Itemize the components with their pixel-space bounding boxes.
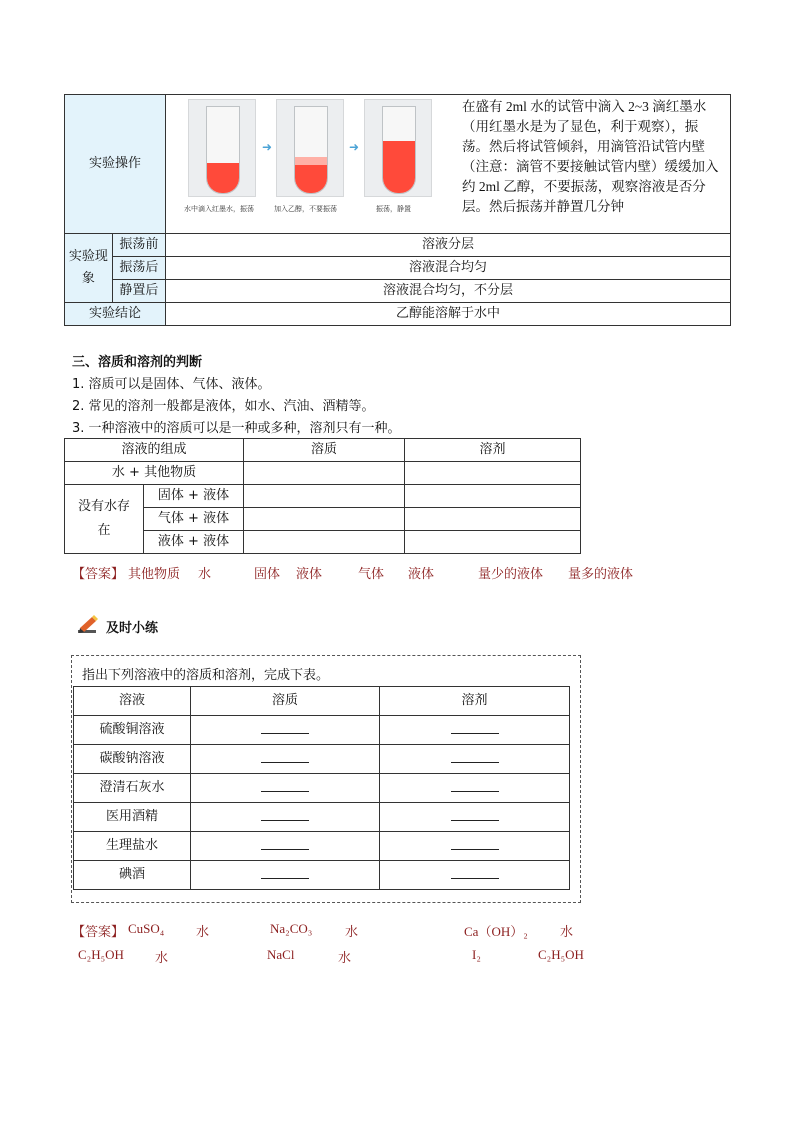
phenomenon-result: 溶液混合均匀 bbox=[166, 257, 731, 280]
answer-item: I₂ bbox=[472, 947, 481, 962]
solution-name: 硫酸铜溶液 bbox=[74, 716, 191, 745]
operation-label: 实验操作 bbox=[65, 95, 166, 234]
point-2: 2. 常见的溶剂一般都是液体，如水、汽油、酒精等。 bbox=[72, 399, 375, 414]
answer-item: 固体 bbox=[254, 567, 281, 582]
phenomenon-stage: 振荡前 bbox=[112, 234, 165, 257]
header-composition: 溶液的组成 bbox=[65, 439, 244, 462]
phenomenon-result: 溶液混合均匀，不分层 bbox=[166, 280, 731, 303]
solute-blank[interactable] bbox=[191, 745, 380, 774]
solution-name: 生理盐水 bbox=[74, 832, 191, 861]
answer-item: Ca（OH）₂ bbox=[464, 924, 528, 939]
answer-item: NaCl bbox=[267, 947, 295, 962]
tube-image-2 bbox=[276, 99, 344, 197]
answer-item: 水 bbox=[560, 924, 574, 939]
solution-name: 医用酒精 bbox=[74, 803, 191, 832]
solvent-blank[interactable] bbox=[380, 803, 570, 832]
point-1: 1. 溶质可以是固体、气体、液体。 bbox=[72, 377, 271, 392]
pencil-icon bbox=[76, 614, 100, 636]
answer-item: C₂H₅OH bbox=[78, 947, 124, 962]
header-solute: 溶质 bbox=[244, 439, 405, 462]
empty-cell[interactable] bbox=[405, 462, 581, 485]
image-caption-1: 水中滴入红墨水，振荡 bbox=[184, 205, 254, 213]
answer-line-1 bbox=[72, 563, 672, 582]
no-water-label: 没有水存在 bbox=[65, 485, 144, 554]
solute-blank[interactable] bbox=[191, 803, 380, 832]
answer-item: 液体 bbox=[408, 567, 435, 582]
answer-item: 量少的液体 bbox=[478, 567, 544, 582]
solute-blank[interactable] bbox=[191, 716, 380, 745]
solution-name: 碳酸钠溶液 bbox=[74, 745, 191, 774]
practice-table bbox=[73, 686, 570, 890]
phenomenon-result: 溶液分层 bbox=[166, 234, 731, 257]
solute-blank[interactable] bbox=[191, 861, 380, 890]
answer-item: 气体 bbox=[358, 567, 385, 582]
solvent-blank[interactable] bbox=[380, 745, 570, 774]
solute-blank[interactable] bbox=[191, 832, 380, 861]
solvent-blank[interactable] bbox=[380, 774, 570, 803]
answer-item: Na₂CO₃ bbox=[270, 921, 313, 936]
empty-cell[interactable] bbox=[405, 485, 581, 508]
solvent-blank[interactable] bbox=[380, 832, 570, 861]
empty-cell[interactable] bbox=[405, 508, 581, 531]
answer-item: 水 bbox=[198, 567, 212, 582]
header-solvent: 溶剂 bbox=[405, 439, 581, 462]
header-solution: 溶液 bbox=[74, 687, 191, 716]
image-caption-3: 振荡，静置 bbox=[376, 205, 411, 213]
image-caption-2: 加入乙醇，不要振荡 bbox=[274, 205, 337, 213]
answer-item: 液体 bbox=[296, 567, 323, 582]
solution-name: 澄清石灰水 bbox=[74, 774, 191, 803]
point-3: 3. 一种溶液中的溶质可以是一种或多种，溶剂只有一种。 bbox=[72, 421, 401, 436]
empty-cell[interactable] bbox=[244, 531, 405, 554]
operation-content bbox=[166, 95, 731, 234]
arrow-icon: ➜ bbox=[262, 140, 273, 154]
answer-item: 水 bbox=[155, 950, 169, 965]
phenomenon-label: 实验现象 bbox=[65, 234, 113, 303]
test-tube-images bbox=[166, 95, 456, 233]
experiment-table bbox=[64, 94, 731, 326]
answer-tag: 【答案】 bbox=[72, 925, 125, 940]
empty-cell[interactable] bbox=[244, 508, 405, 531]
answer-item: 水 bbox=[196, 924, 210, 939]
empty-cell[interactable] bbox=[405, 531, 581, 554]
answer-item: 水 bbox=[338, 950, 352, 965]
row-water-label: 水 + 其他物质 bbox=[65, 462, 244, 485]
conclusion-text: 乙醇能溶解于水中 bbox=[166, 303, 731, 326]
no-water-row-label: 气体 + 液体 bbox=[144, 508, 244, 531]
answer-item: CuSO₄ bbox=[128, 921, 165, 936]
answer-item: 水 bbox=[345, 924, 359, 939]
section-title: 三、溶质和溶剂的判断 bbox=[72, 355, 203, 370]
phenomenon-stage: 振荡后 bbox=[112, 257, 165, 280]
no-water-row-label: 液体 + 液体 bbox=[144, 531, 244, 554]
answer-item: C₂H₅OH bbox=[538, 947, 584, 962]
practice-instruction: 指出下列溶液中的溶质和溶剂，完成下表。 bbox=[82, 668, 330, 683]
solvent-blank[interactable] bbox=[380, 861, 570, 890]
tube-image-1 bbox=[188, 99, 256, 197]
no-water-row-label: 固体 + 液体 bbox=[144, 485, 244, 508]
header-solvent: 溶剂 bbox=[380, 687, 570, 716]
answer-item: 量多的液体 bbox=[568, 567, 634, 582]
solute-blank[interactable] bbox=[191, 774, 380, 803]
answer-item: 其他物质 bbox=[128, 567, 181, 582]
empty-cell[interactable] bbox=[244, 462, 405, 485]
solvent-blank[interactable] bbox=[380, 716, 570, 745]
answer-tag: 【答案】 bbox=[72, 567, 125, 582]
conclusion-label: 实验结论 bbox=[65, 303, 166, 326]
phenomenon-stage: 静置后 bbox=[112, 280, 165, 303]
tube-image-3 bbox=[364, 99, 432, 197]
practice-title: 及时小练 bbox=[106, 621, 159, 636]
step-description: 在盛有 2ml 水的试管中滴入 2~3 滴红墨水（用红墨水是为了显色，利于观察），振荡。然后将试管倾斜，用滴管沿试管内壁（注意：滴管不要接触试管内壁）缓缓加入约 2ml 乙醇，不要振荡，观察溶液是否分层。然后振荡并静置几分钟 bbox=[462, 99, 719, 214]
empty-cell[interactable] bbox=[244, 485, 405, 508]
arrow-icon: ➜ bbox=[349, 140, 360, 154]
solution-name: 碘酒 bbox=[74, 861, 191, 890]
header-solute: 溶质 bbox=[191, 687, 380, 716]
composition-table bbox=[64, 438, 581, 554]
